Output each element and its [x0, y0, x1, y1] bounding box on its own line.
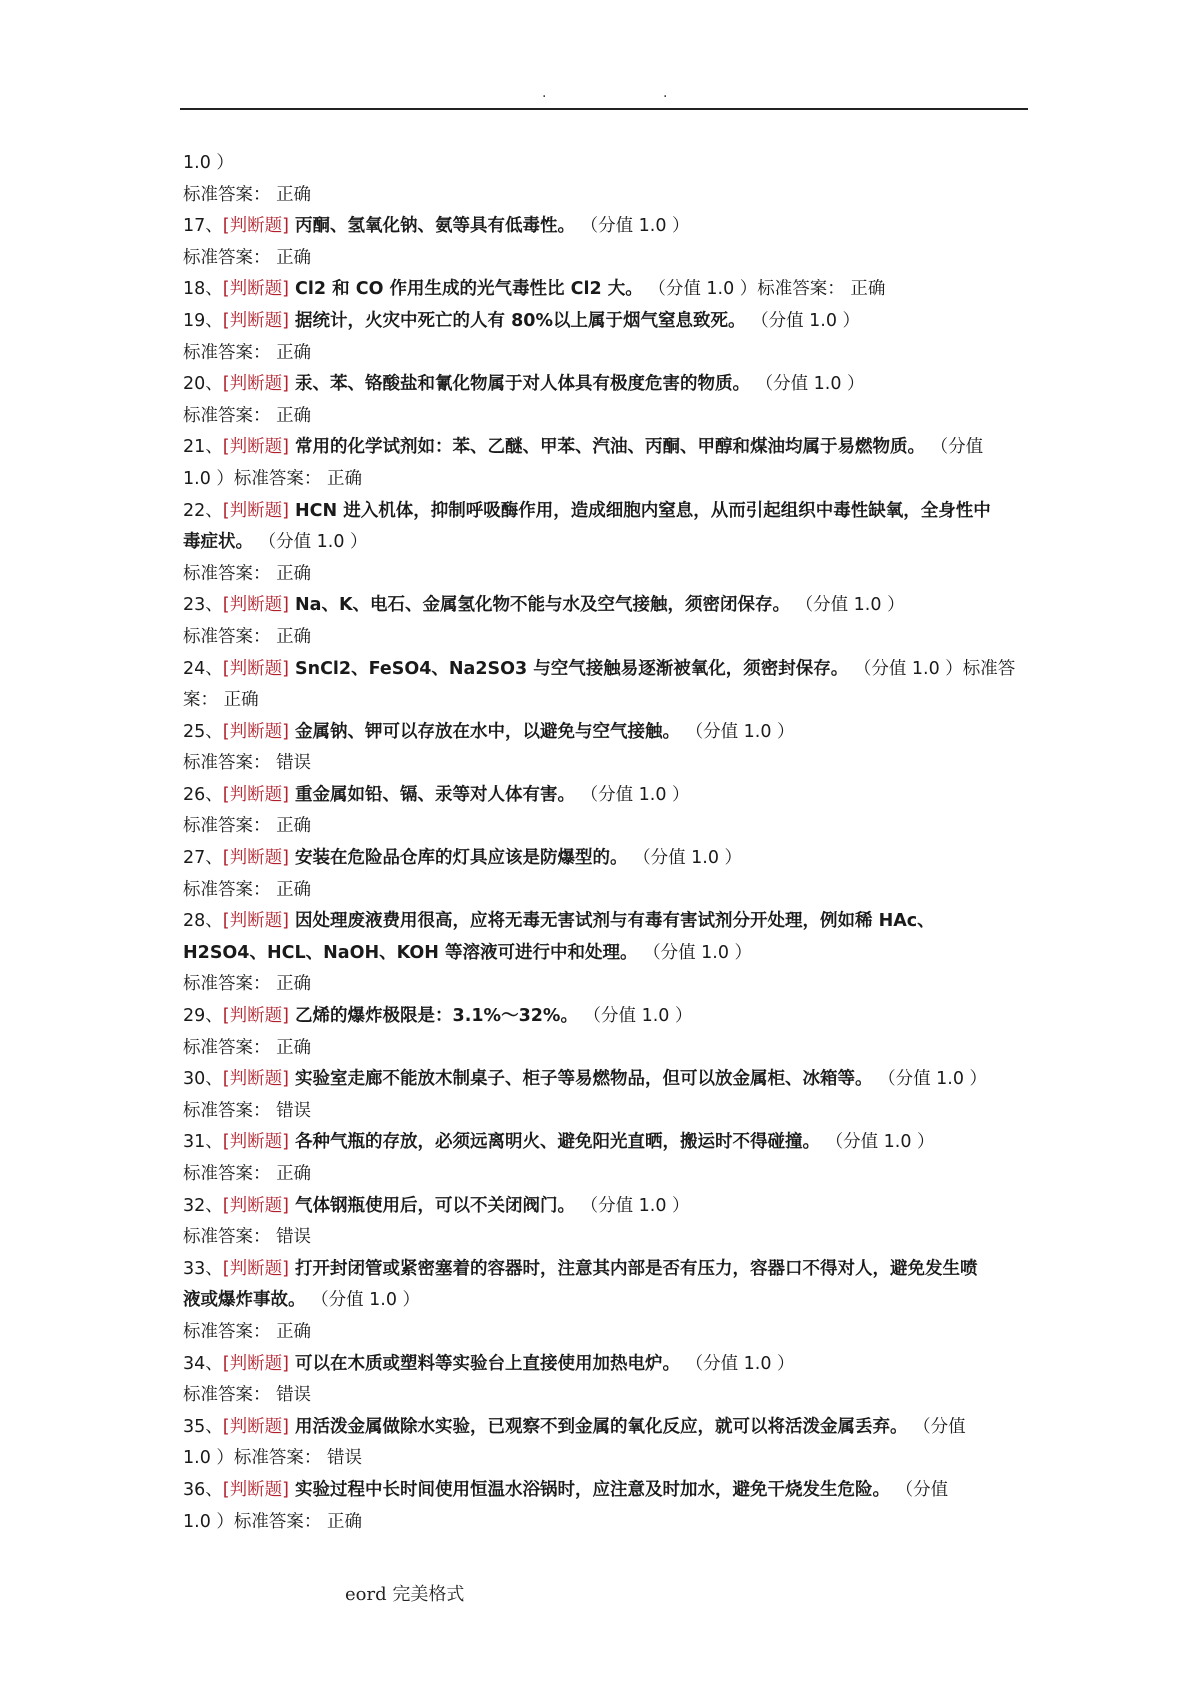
text-line [183, 1349, 1023, 1381]
answer-label: 标准答 [962, 658, 1016, 679]
question-number: 27、 [183, 848, 223, 869]
text-line [183, 1127, 1023, 1159]
text-line [183, 1159, 1023, 1191]
question-text: 金属钠、钾可以存放在水中，以避免与空气接触。 [288, 721, 681, 742]
score-note: 1.0 ） [183, 1448, 234, 1469]
text-line [183, 1285, 1023, 1317]
question-number: 20、 [183, 374, 223, 395]
score-note: （分值 1.0 ） [750, 374, 865, 395]
answer-label: 标准答案： [233, 468, 327, 489]
answer-label: 标准答案： [183, 1227, 277, 1248]
question-number: 34、 [183, 1353, 223, 1374]
question-type-tag: [判断题] [222, 911, 289, 932]
score-note: （分值 1.0 ） [253, 532, 368, 553]
answer-value: 错误 [326, 1448, 362, 1469]
answer-label: 标准答案： [183, 879, 277, 900]
answer-label: 标准答案： [183, 342, 277, 363]
question-number: 28、 [183, 911, 223, 932]
page-footer: eord 完美格式 [345, 1584, 465, 1605]
question-text: Cl2 和 CO 作用生成的光气毒性比 Cl2 大。 [288, 279, 643, 300]
text-line [183, 496, 1023, 528]
answer-value: 正确 [276, 879, 312, 900]
question-number: 18、 [183, 279, 223, 300]
answer-value: 错误 [276, 753, 312, 774]
score-note: 1.0 ） [183, 1511, 234, 1532]
answer-value: 正确 [276, 1164, 312, 1184]
question-number: 30、 [183, 1069, 223, 1090]
score-note: （分值 1.0 ） [820, 1132, 935, 1153]
text-line [183, 748, 1023, 780]
question-type-tag: [判断题] [222, 279, 289, 300]
text-line [183, 559, 1023, 591]
answer-label: 标准答案： [183, 1321, 277, 1342]
answer-label: 标准答案： [183, 563, 277, 584]
question-text: 气体钢瓶使用后，可以不关闭阀门。 [288, 1195, 576, 1216]
text-line [183, 1096, 1023, 1128]
text-line [183, 1317, 1023, 1349]
question-type-tag: [判断题] [222, 1006, 289, 1027]
answer-label: 标准答案： [183, 974, 277, 995]
text-line [183, 1254, 1023, 1286]
question-type-tag: [判断题] [222, 437, 289, 458]
answer-value: 正确 [276, 184, 312, 205]
question-number: 24、 [183, 658, 223, 679]
answer-value: 正确 [326, 1511, 362, 1532]
text-line [183, 527, 1023, 559]
text-line [183, 590, 1023, 622]
score-note: （分值 1.0 ） [745, 310, 861, 331]
text-line [183, 1064, 1023, 1096]
answer-label: 标准答案： [183, 1037, 277, 1058]
answer-value: 正确 [326, 468, 362, 489]
question-type-tag: [判断题] [222, 848, 289, 869]
score-note: （分值 [907, 1416, 966, 1437]
text-line [183, 464, 1023, 496]
answer-value: 正确 [276, 247, 312, 268]
answer-label: 标准答案： [183, 753, 277, 774]
text-line [183, 369, 1023, 401]
question-number: 32、 [183, 1195, 223, 1216]
header-divider [180, 108, 1028, 110]
score-note: （分值 1.0 ） [305, 1290, 421, 1311]
header-dot: . [542, 85, 547, 101]
text-line [183, 622, 1023, 654]
text-line [183, 1191, 1023, 1223]
score-note: 1.0 ） [183, 153, 234, 173]
text-line [183, 780, 1023, 812]
text-line [183, 180, 1023, 212]
question-text: Na、K、电石、金属氢化物不能与水及空气接触，须密闭保存。 [288, 595, 791, 616]
answer-label: 标准答案： [757, 279, 851, 300]
answer-value: 错误 [276, 1227, 312, 1248]
question-type-tag: [判断题] [222, 1479, 289, 1500]
question-text: 可以在木质或塑料等实验台上直接使用加热电炉。 [288, 1353, 681, 1374]
question-text: 毒症状。 [183, 532, 253, 553]
question-text: SnCl2、FeSO4、Na2SO3 与空气接触易逐渐被氧化，须密封保存。 [288, 658, 849, 679]
score-note: （分值 [890, 1479, 949, 1500]
question-number: 19、 [183, 310, 223, 331]
question-type-tag: [判断题] [222, 374, 289, 395]
score-note: （分值 1.0 ） [627, 848, 743, 869]
text-line [183, 811, 1023, 843]
text-line [183, 685, 1023, 717]
answer-label: 标准答案： [183, 626, 277, 647]
question-type-tag: [判断题] [222, 1416, 289, 1437]
text-line [183, 1222, 1023, 1254]
answer-label: 标准答案： [183, 1164, 277, 1184]
question-number: 21、 [183, 437, 223, 458]
answer-label: 标准答案： [233, 1511, 327, 1532]
question-number: 26、 [183, 784, 223, 805]
answer-label: 标准答案： [183, 247, 277, 268]
answer-value: 正确 [276, 342, 312, 363]
text-line [183, 875, 1023, 907]
page-header [0, 86, 1200, 100]
question-type-tag: [判断题] [222, 500, 289, 521]
text-line [183, 1380, 1023, 1412]
answer-value: 正确 [223, 690, 259, 711]
score-note: （分值 [925, 437, 984, 458]
question-type-tag: [判断题] [222, 658, 289, 679]
question-number: 36、 [183, 1479, 223, 1500]
question-type-tag: [判断题] [222, 216, 289, 237]
score-note: （分值 1.0 ） [575, 1195, 690, 1216]
text-line [183, 401, 1023, 433]
text-line [183, 274, 1023, 306]
question-number: 35、 [183, 1416, 223, 1437]
question-text: 实验室走廊不能放木制桌子、柜子等易燃物品，但可以放金属柜、冰箱等。 [288, 1069, 873, 1090]
question-text: 打开封闭管或紧密塞着的容器时，注意其内部是否有压力，容器口不得对人，避免发生喷 [288, 1258, 978, 1279]
score-note: （分值 1.0 ） [577, 1006, 693, 1027]
question-number: 22、 [183, 500, 223, 521]
text-line [183, 1507, 1023, 1539]
answer-label: 标准答案： [183, 1385, 277, 1406]
text-line [183, 211, 1023, 243]
question-number: 31、 [183, 1132, 223, 1153]
text-line [183, 432, 1023, 464]
question-type-tag: [判断题] [222, 310, 289, 331]
question-text: HCN 进入机体，抑制呼吸酶作用，造成细胞内窒息，从而引起组织中毒性缺氧，全身性中 [288, 500, 991, 521]
score-note: （分值 1.0 ） [575, 216, 690, 237]
answer-value: 正确 [276, 816, 312, 837]
question-number: 17、 [183, 216, 223, 237]
question-text: 液或爆炸事故。 [183, 1290, 306, 1311]
answer-value: 正确 [276, 563, 312, 584]
text-line [183, 717, 1023, 749]
text-line [183, 1475, 1023, 1507]
text-line [183, 1033, 1023, 1065]
question-type-tag: [判断题] [222, 1195, 289, 1216]
question-text: 用活泼金属做除水实验，已观察不到金属的氧化反应，就可以将活泼金属丢弃。 [288, 1416, 908, 1437]
question-type-tag: [判断题] [222, 1258, 289, 1279]
answer-value: 正确 [276, 1321, 312, 1342]
score-note: （分值 1.0 ） [790, 595, 905, 616]
answer-label: 标准答案： [183, 405, 277, 426]
answer-value: 正确 [850, 279, 886, 300]
text-line [183, 1412, 1023, 1444]
question-text: 安装在危险品仓库的灯具应该是防爆型的。 [288, 848, 628, 869]
question-text: 丙酮、氢氧化钠、氨等具有低毒性。 [288, 216, 576, 237]
answer-label: 标准答案： [183, 816, 277, 837]
answer-label: 案： [183, 690, 224, 711]
question-type-tag: [判断题] [222, 1069, 289, 1090]
text-line [183, 969, 1023, 1001]
answer-value: 正确 [276, 1037, 312, 1058]
text-line [183, 243, 1023, 275]
question-type-tag: [判断题] [222, 595, 289, 616]
question-list [183, 148, 1023, 1538]
text-line [183, 1443, 1023, 1475]
question-number: 25、 [183, 721, 223, 742]
question-text: 据统计，火灾中死亡的人有 80%以上属于烟气窒息致死。 [288, 310, 746, 331]
question-number: 23、 [183, 595, 223, 616]
answer-value: 错误 [276, 1385, 312, 1406]
answer-label: 标准答案： [233, 1448, 327, 1469]
question-type-tag: [判断题] [222, 721, 289, 742]
text-line [183, 1001, 1023, 1033]
text-line [183, 306, 1023, 338]
score-note: （分值 1.0 ） [642, 279, 758, 300]
question-text: 各种气瓶的存放，必须远离明火、避免阳光直晒，搬运时不得碰撞。 [288, 1132, 821, 1153]
header-dot: . [663, 85, 668, 101]
question-type-tag: [判断题] [222, 784, 289, 805]
question-text: 汞、苯、铬酸盐和氰化物属于对人体具有极度危害的物质。 [288, 374, 751, 395]
score-note: （分值 1.0 ） [680, 1353, 795, 1374]
text-line [183, 938, 1023, 970]
question-type-tag: [判断题] [222, 1132, 289, 1153]
answer-label: 标准答案： [183, 184, 277, 205]
question-type-tag: [判断题] [222, 1353, 289, 1374]
text-line [183, 148, 1023, 180]
answer-value: 错误 [276, 1100, 312, 1121]
score-note: （分值 1.0 ） [575, 784, 690, 805]
score-note: （分值 1.0 ） [637, 942, 753, 963]
question-text: 因处理废液费用很高，应将无毒无害试剂与有毒有害试剂分开处理，例如稀 HAc、 [288, 911, 935, 932]
question-text: 乙烯的爆炸极限是：3.1%～32%。 [288, 1006, 578, 1027]
text-line [183, 843, 1023, 875]
answer-value: 正确 [276, 405, 312, 426]
question-number: 33、 [183, 1258, 223, 1279]
question-text: 重金属如铅、镉、汞等对人体有害。 [288, 784, 576, 805]
question-number: 29、 [183, 1006, 223, 1027]
text-line [183, 906, 1023, 938]
text-line [183, 338, 1023, 370]
text-line [183, 654, 1023, 686]
question-text: 常用的化学试剂如：苯、乙醚、甲苯、汽油、丙酮、甲醇和煤油均属于易燃物质。 [288, 437, 926, 458]
score-note: （分值 1.0 ） [848, 658, 963, 679]
answer-value: 正确 [276, 974, 312, 995]
question-text: H2SO4、HCL、NaOH、KOH 等溶液可进行中和处理。 [183, 942, 638, 963]
answer-value: 正确 [276, 626, 312, 647]
question-text: 实验过程中长时间使用恒温水浴锅时，应注意及时加水，避免干烧发生危险。 [288, 1479, 891, 1500]
score-note: 1.0 ） [183, 468, 234, 489]
answer-label: 标准答案： [183, 1100, 277, 1121]
score-note: （分值 1.0 ） [872, 1069, 988, 1090]
score-note: （分值 1.0 ） [680, 721, 795, 742]
